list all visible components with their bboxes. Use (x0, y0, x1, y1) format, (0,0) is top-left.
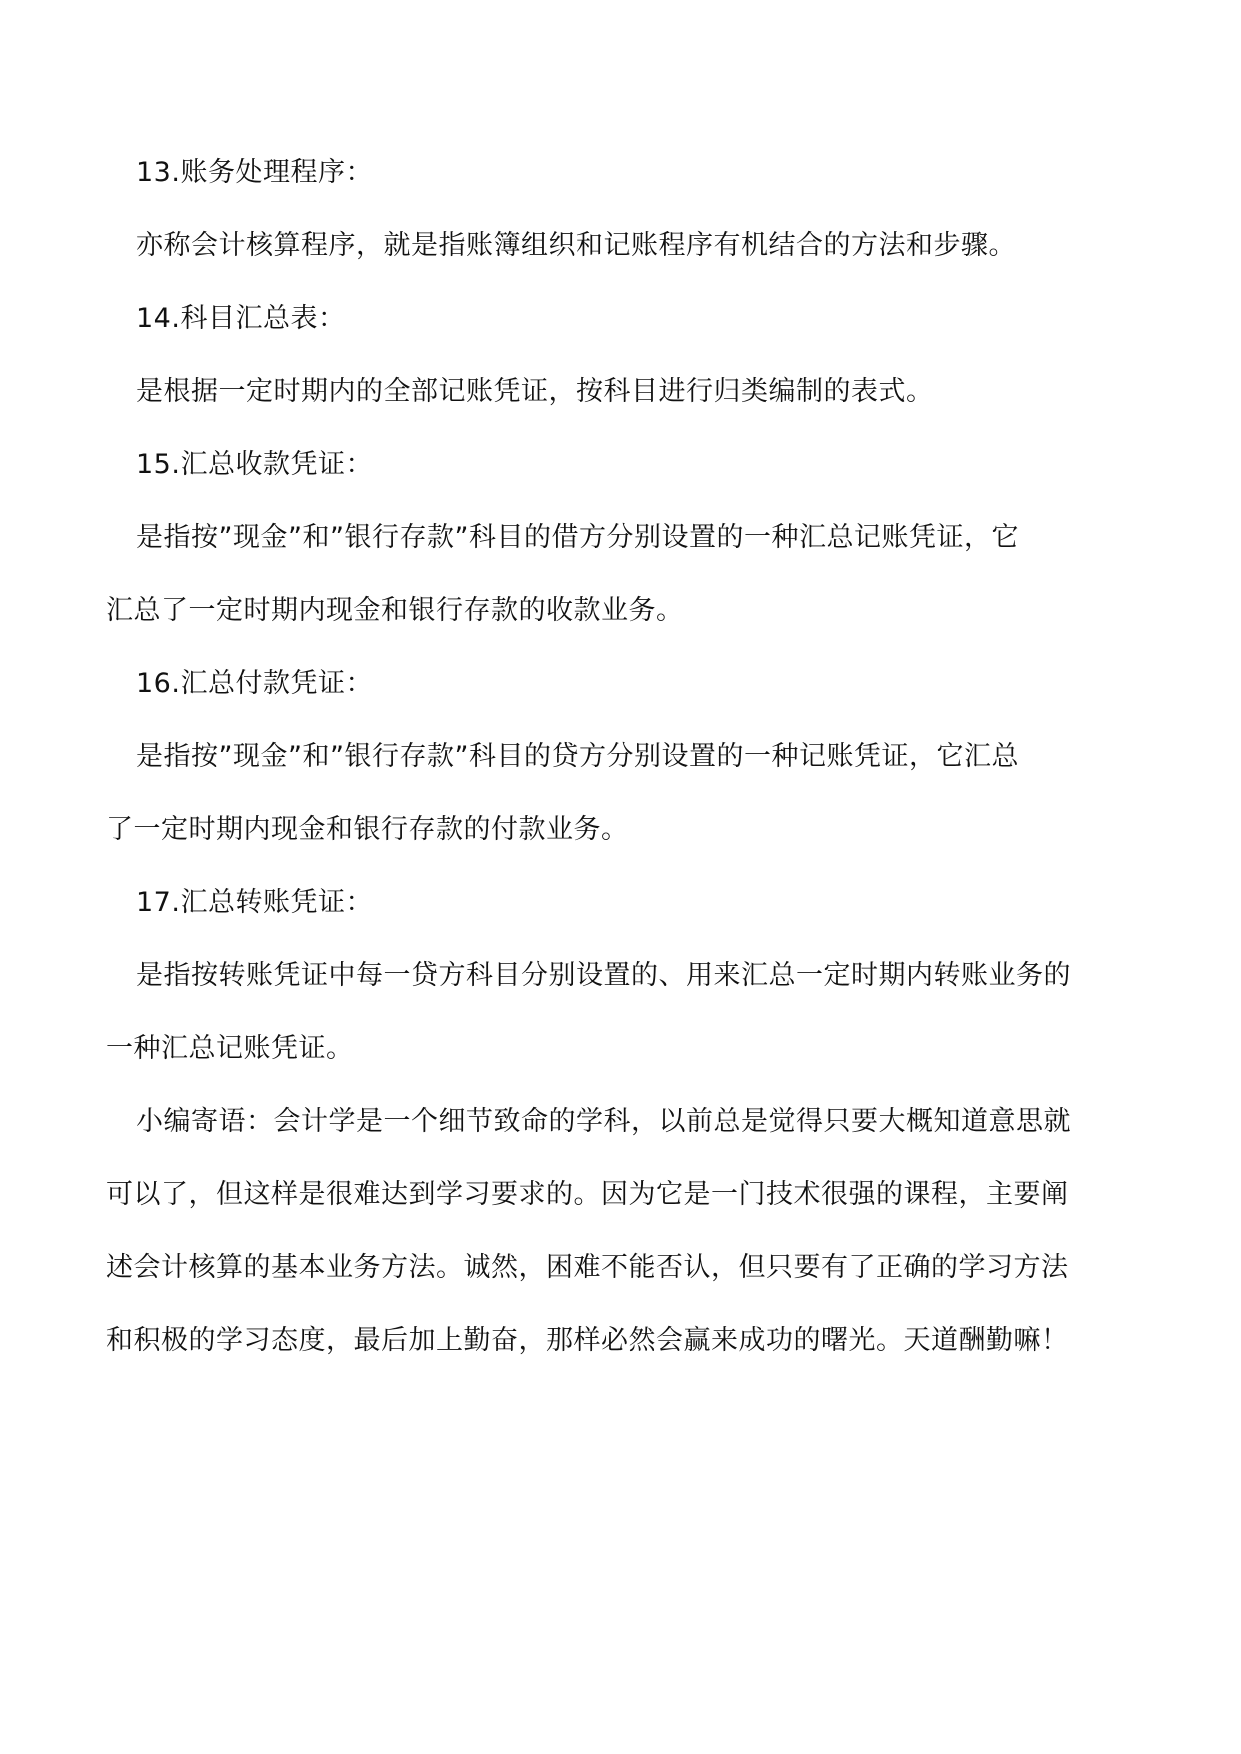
paragraph-13: 亦称会计核算程序，就是指账簿组织和记账程序有机结合的方法和步骤。 (136, 230, 1016, 261)
heading-15: 15.汇总收款凭证： (136, 449, 373, 480)
heading-14: 14.科目汇总表： (136, 303, 346, 334)
paragraph-17-line-1: 是指按转账凭证中每一贷方科目分别设置的、用来汇总一定时期内转账业务的 (136, 960, 1071, 991)
heading-16: 16.汇总付款凭证： (136, 668, 373, 699)
editor-note-line-3: 述会计核算的基本业务方法。诚然，困难不能否认，但只要有了正确的学习方法 (106, 1252, 1069, 1283)
editor-note-line-4: 和积极的学习态度，最后加上勤奋，那样必然会赢来成功的曙光。天道酬勤嘛！ (106, 1325, 1069, 1356)
paragraph-14: 是根据一定时期内的全部记账凭证，按科目进行归类编制的表式。 (136, 376, 934, 407)
paragraph-16-line-1: 是指按”现金”和”银行存款”科目的贷方分别设置的一种记账凭证，它汇总 (136, 741, 1019, 772)
paragraph-16-line-2: 了一定时期内现金和银行存款的付款业务。 (106, 814, 629, 845)
heading-13: 13.账务处理程序： (136, 157, 373, 188)
paragraph-15-line-2: 汇总了一定时期内现金和银行存款的收款业务。 (106, 595, 684, 626)
editor-note-line-1: 小编寄语：会计学是一个细节致命的学科，以前总是觉得只要大概知道意思就 (136, 1106, 1071, 1137)
paragraph-17-line-2: 一种汇总记账凭证。 (106, 1033, 354, 1064)
heading-17: 17.汇总转账凭证： (136, 887, 373, 918)
editor-note-line-2: 可以了，但这样是很难达到学习要求的。因为它是一门技术很强的课程，主要阐 (106, 1179, 1069, 1210)
paragraph-15-line-1: 是指按”现金”和”银行存款”科目的借方分别设置的一种汇总记账凭证，它 (136, 522, 1019, 553)
